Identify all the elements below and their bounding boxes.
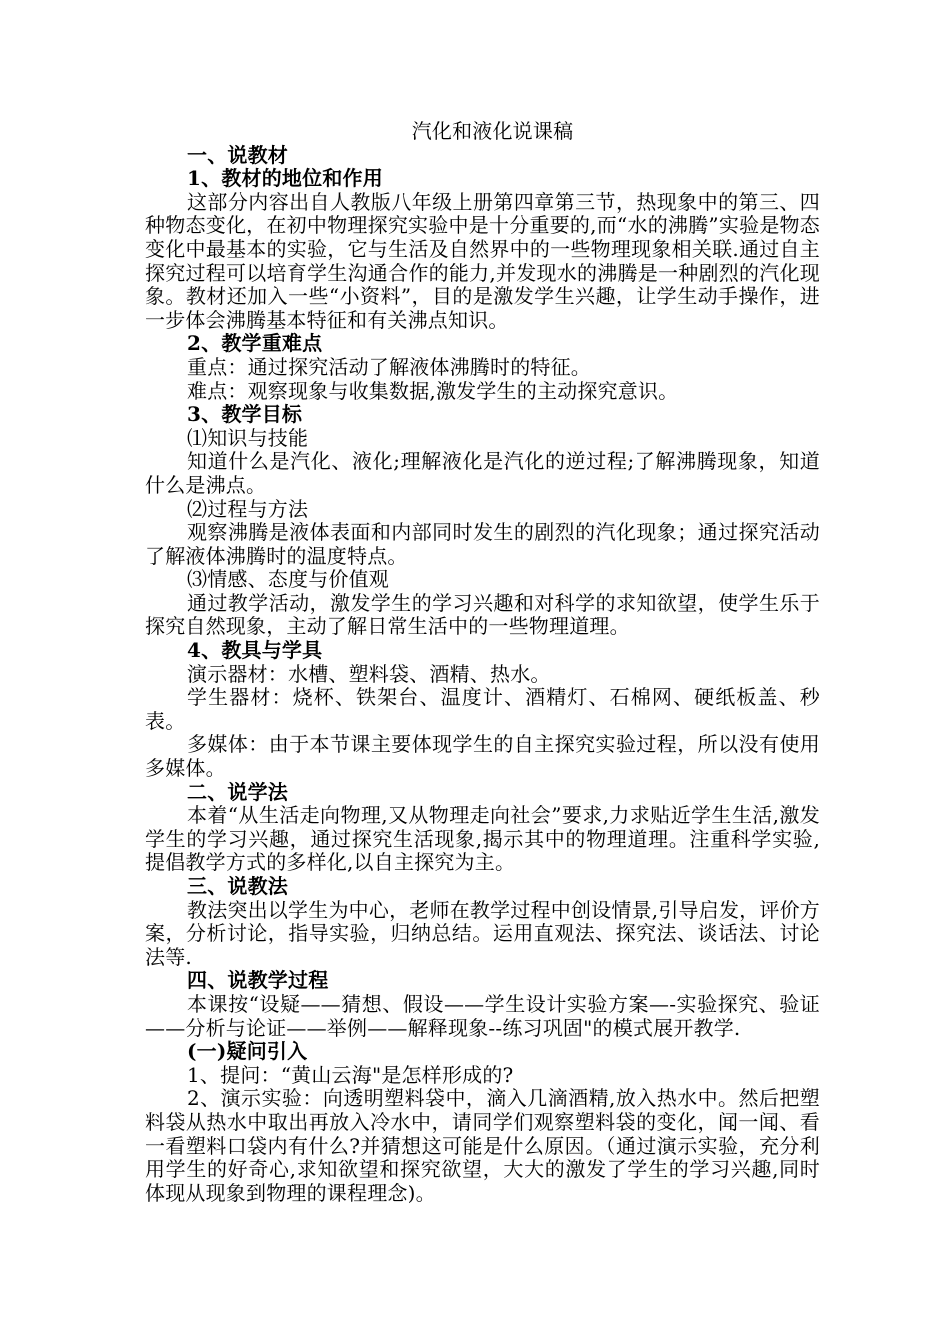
section-heading: 三、说教法 bbox=[187, 874, 288, 898]
document-body bbox=[145, 144, 820, 1206]
paragraph: 学生器材：烧杯、铁架台、温度计、酒精灯、石棉网、硬纸板盖、秒表。 bbox=[145, 685, 820, 733]
section-heading: 二、说学法 bbox=[187, 779, 288, 804]
section-heading: (一)疑问引入 bbox=[187, 1039, 308, 1064]
paragraph: 演示器材：水槽、塑料袋、酒精、热水。 bbox=[187, 661, 551, 686]
section-heading: 一、说教材 bbox=[187, 142, 288, 167]
document-title: 汽化和液化说课稿 bbox=[411, 119, 574, 143]
paragraph: 重点：通过探究活动了解液体沸腾时的特征。 bbox=[187, 354, 591, 379]
paragraph: 本着“从生活走向物理,又从物理走向社会”要求,力求贴近学生生活,激发学生的学习兴趣，通过探究生活现象,揭示其中的物理道理。注重科学实验,提倡教学方式的多样化,以自主探究为主。 bbox=[145, 803, 820, 875]
paragraph: 难点：观察现象与收集数据,激发学生的主动探究意识。 bbox=[187, 378, 679, 403]
section-heading: 2、教学重难点 bbox=[187, 331, 323, 356]
paragraph: 1、提问：“黄山云海"是怎样形成的? bbox=[187, 1062, 514, 1087]
paragraph: 教法突出以学生为中心，老师在教学过程中创设情景,引导启发，评价方案，分析讨论，指导实验，归纳总结。运用直观法、探究法、谈话法、讨论法等. bbox=[145, 897, 820, 969]
paragraph: ⑶情感、态度与价值观 bbox=[187, 567, 389, 592]
paragraph: ⑵过程与方法 bbox=[187, 496, 309, 521]
section-heading: 3、教学目标 bbox=[187, 402, 303, 427]
paragraph: 通过教学活动，激发学生的学习兴趣和对科学的求知欲望，使学生乐于探究自然现象，主动了解日常生活中的一些物理道理。 bbox=[145, 590, 820, 639]
paragraph: 知道什么是汽化、液化;理解液化是汽化的逆过程;了解沸腾现象，知道什么是沸点。 bbox=[145, 449, 820, 497]
paragraph: 多媒体：由于本节课主要体现学生的自主探究实验过程，所以没有使用多媒体。 bbox=[145, 732, 820, 781]
paragraph: 观察沸腾是液体表面和内部同时发生的剧烈的汽化现象；通过探究活动了解液体沸腾时的温度特点。 bbox=[145, 520, 820, 568]
document-page bbox=[145, 120, 820, 1205]
section-heading: 4、教具与学具 bbox=[187, 638, 323, 663]
paragraph: ⑴知识与技能 bbox=[187, 425, 309, 450]
paragraph: 2、演示实验：向透明塑料袋中，滴入几滴酒精,放入热水中。然后把塑料袋从热水中取出再放入冷水中，请同学们观察塑料袋的变化，闻一闻、看一看塑料口袋内有什么?并猜想这可能是什么原因。（通过演示实验，充分利用学生的好奇心,求知欲望和探究欲望，大大的激发了学生的学习兴趣,同时体现从现象到物理的课程理念)。 bbox=[145, 1086, 820, 1205]
paragraph: 本课按“设疑——猜想、假设——学生设计实验方案—-实验探究、验证——分析与论证——举例——解释现象--练习巩固"的模式展开教学. bbox=[145, 991, 820, 1040]
section-heading: 1、教材的地位和作用 bbox=[187, 166, 383, 191]
paragraph: 这部分内容出自人教版八年级上册第四章第三节，热现象中的第三、四种物态变化，在初中物理探究实验中是十分重要的,而“水的沸腾”实验是物态变化中最基本的实验，它与生活及自然界中的一些物理现象相关联.通过自主探究过程可以培育学生沟通合作的能力,并发现水的沸腾是一种剧烈的汽化现象。教材还加入一些“小资料”，目的是激发学生兴趣，让学生动手操作，进一步体会沸腾基本特征和有关沸点知识。 bbox=[145, 189, 820, 332]
section-heading: 四、说教学过程 bbox=[187, 968, 329, 993]
